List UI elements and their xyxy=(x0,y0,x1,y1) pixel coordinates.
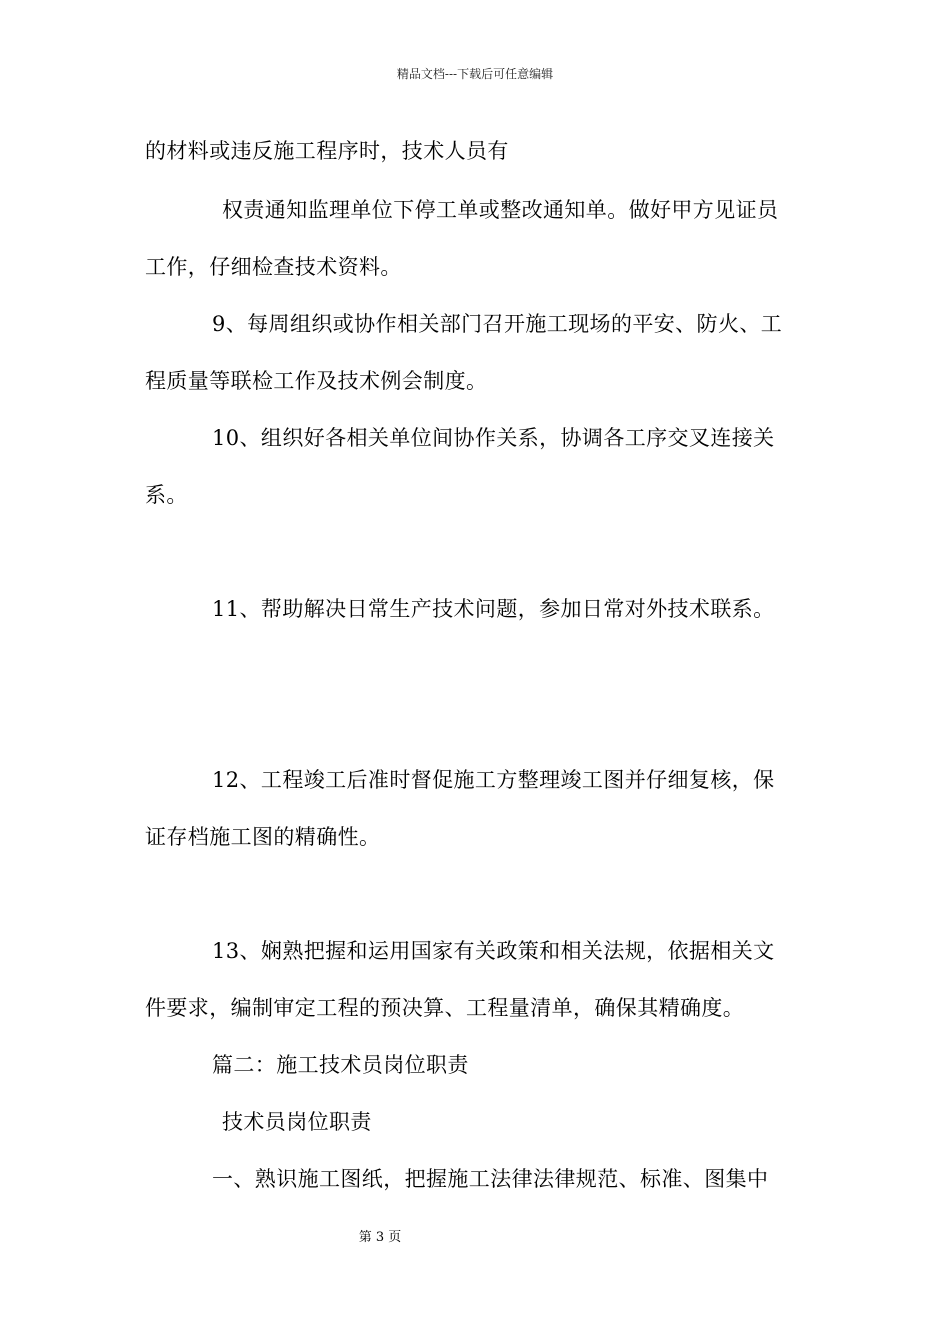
text-line: 11、帮助解决日常生产技术问题，参加日常对外技术联系。 xyxy=(212,597,775,621)
text-line: 程质量等联检工作及技术例会制度。 xyxy=(145,369,488,393)
text-line: 权责通知监理单位下停工单或整改通知单。做好甲方见证员 xyxy=(222,198,779,222)
page-header: 精品文档---下载后可任意编辑 xyxy=(396,67,554,81)
text-line: 10、组织好各相关单位间协作关系，协调各工序交叉连接关 xyxy=(212,426,775,450)
text-line: 系。 xyxy=(145,483,188,507)
subsection-heading: 技术员岗位职责 xyxy=(222,1110,372,1134)
text-line: 9、每周组织或协作相关部门召开施工现场的平安、防火、工 xyxy=(212,312,783,336)
section-heading: 篇二：施工技术员岗位职责 xyxy=(212,1053,469,1077)
text-line: 证存档施工图的精确性。 xyxy=(145,825,381,849)
text-line: 的材料或违反施工程序时，技术人员有 xyxy=(145,139,509,163)
page-number: 第 3 页 xyxy=(358,1230,402,1245)
text-line: 件要求，编制审定工程的预决算、工程量清单，确保其精确度。 xyxy=(145,996,745,1020)
text-line: 13、娴熟把握和运用国家有关政策和相关法规，依据相关文 xyxy=(212,939,775,963)
text-line: 12、工程竣工后准时督促施工方整理竣工图并仔细复核，保 xyxy=(212,768,775,792)
text-line: 工作，仔细检查技术资料。 xyxy=(145,255,402,279)
text-line: 一、熟识施工图纸，把握施工法律法律规范、标准、图集中 xyxy=(212,1167,769,1191)
